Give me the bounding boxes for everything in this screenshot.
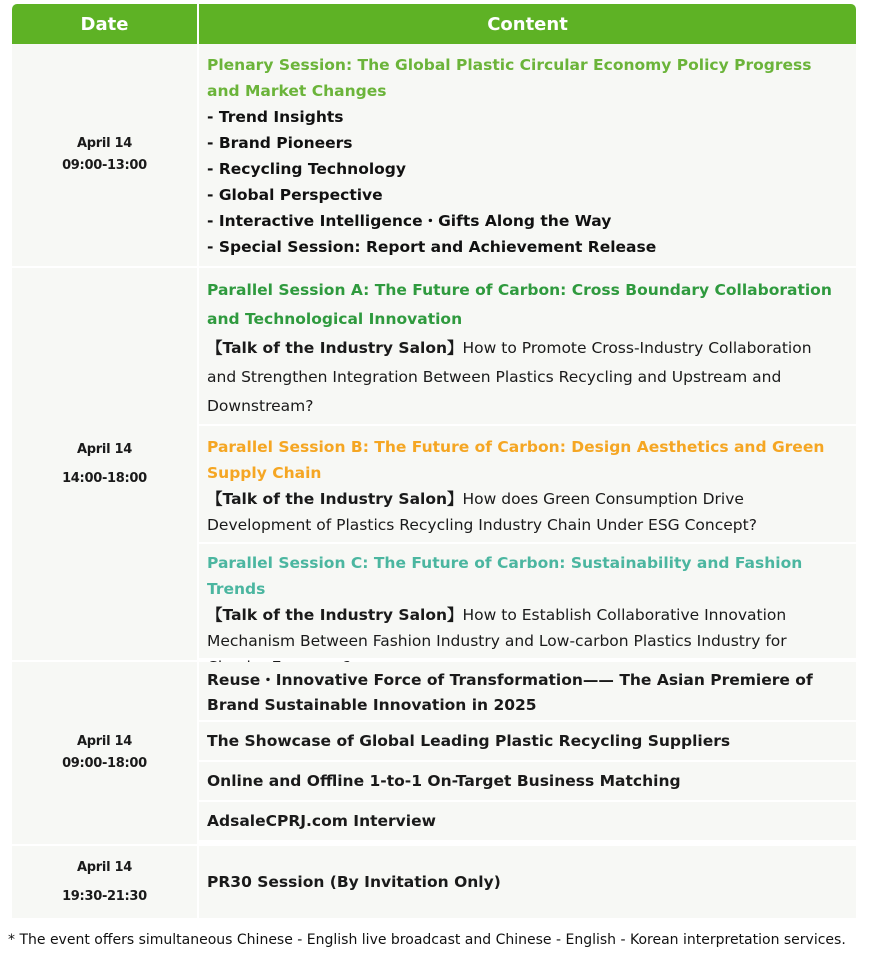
list-item: - Global Perspective: [207, 186, 383, 204]
parallel-a-desc: [207, 339, 812, 415]
event-cell: The Showcase of Global Leading Plastic Recycling Suppliers: [199, 720, 856, 760]
plenary-title: Plenary Session: The Global Plastic Circular Economy Policy Progress and Market Changes: [207, 56, 812, 100]
parallel-a-title: Parallel Session A: The Future of Carbon: Cross Boundary Collaboration and Technological Innovation: [207, 281, 832, 328]
date-label: April 14: [77, 734, 132, 749]
time-label: 09:00-18:00: [62, 756, 147, 771]
list-item: - Recycling Technology: [207, 160, 407, 178]
date-cell: [12, 268, 199, 660]
date-cell: [12, 44, 199, 266]
date-cell: [12, 846, 199, 918]
footnote: * The event offers simultaneous Chinese - English live broadcast and Chinese - English - Korean interpretation services.: [8, 932, 846, 948]
evening-row: [12, 846, 856, 920]
salon-topic: How to Promote Cross-Industry Collaboration and Strengthen Integration Between Plastics Recycling and Upstream and Downstream?: [207, 339, 812, 415]
plenary-row: [12, 44, 856, 268]
event-cell: Reuse・Innovative Force of Transformation—— The Asian Premiere of Brand Sustainable Innovation in 2025: [199, 662, 856, 720]
content-cells: [199, 268, 856, 660]
parallel-c-title: Parallel Session C: The Future of Carbon: Sustainability and Fashion Trends: [207, 554, 803, 598]
list-item: - Interactive Intelligence・Gifts Along the Way: [207, 212, 612, 230]
date-column-header: Date: [12, 4, 199, 44]
salon-label: 【Talk of the Industry Salon】: [207, 339, 463, 357]
parallel-b-desc: [207, 490, 757, 534]
parallel-a-cell: [199, 268, 856, 424]
parallel-c-cell: [199, 542, 856, 658]
date-cell: [12, 662, 199, 844]
list-item: - Brand Pioneers: [207, 134, 353, 152]
time-label: 19:30-21:30: [62, 889, 147, 904]
date-label: April 14: [77, 860, 132, 875]
salon-topic: How to Establish Collaborative Innovation Mechanism Between Fashion Industry and Low-carbon Plastics Industry for: [207, 606, 787, 650]
content-column-header: Content: [487, 13, 568, 35]
parallel-b-cell: [199, 424, 856, 542]
salon-label: 【Talk of the Industry Salon】: [207, 606, 463, 624]
date-label: April 14: [77, 442, 132, 457]
schedule-table: [12, 4, 856, 920]
event-cell: PR30 Session (By Invitation Only): [199, 846, 856, 918]
content-cells: [199, 846, 856, 918]
parallel-row: [12, 268, 856, 662]
plenary-cell: [199, 44, 856, 266]
parallel-b-title: Parallel Session B: The Future of Carbon: Design Aesthetics and Green Supply Chain: [207, 438, 825, 482]
date-label: April 14: [77, 136, 132, 151]
event-cell: Online and Offline 1-to-1 On-Target Business Matching: [199, 760, 856, 800]
content-cells: [199, 662, 856, 844]
salon-label: 【Talk of the Industry Salon】: [207, 490, 463, 508]
list-item: - Special Session: Report and Achievement Release: [207, 238, 657, 256]
table-header: [12, 4, 856, 44]
list-item: - Trend Insights: [207, 108, 344, 126]
allday-row: [12, 662, 856, 846]
time-label: 09:00-13:00: [62, 158, 147, 173]
content-cells: [199, 44, 856, 266]
time-label: 14:00-18:00: [62, 471, 147, 486]
salon-topic: How does Green Consumption Drive Development of Plastics Recycling Industry Chain Under ESG Concept?: [207, 490, 757, 534]
event-cell: AdsaleCPRJ.com Interview: [199, 800, 856, 840]
